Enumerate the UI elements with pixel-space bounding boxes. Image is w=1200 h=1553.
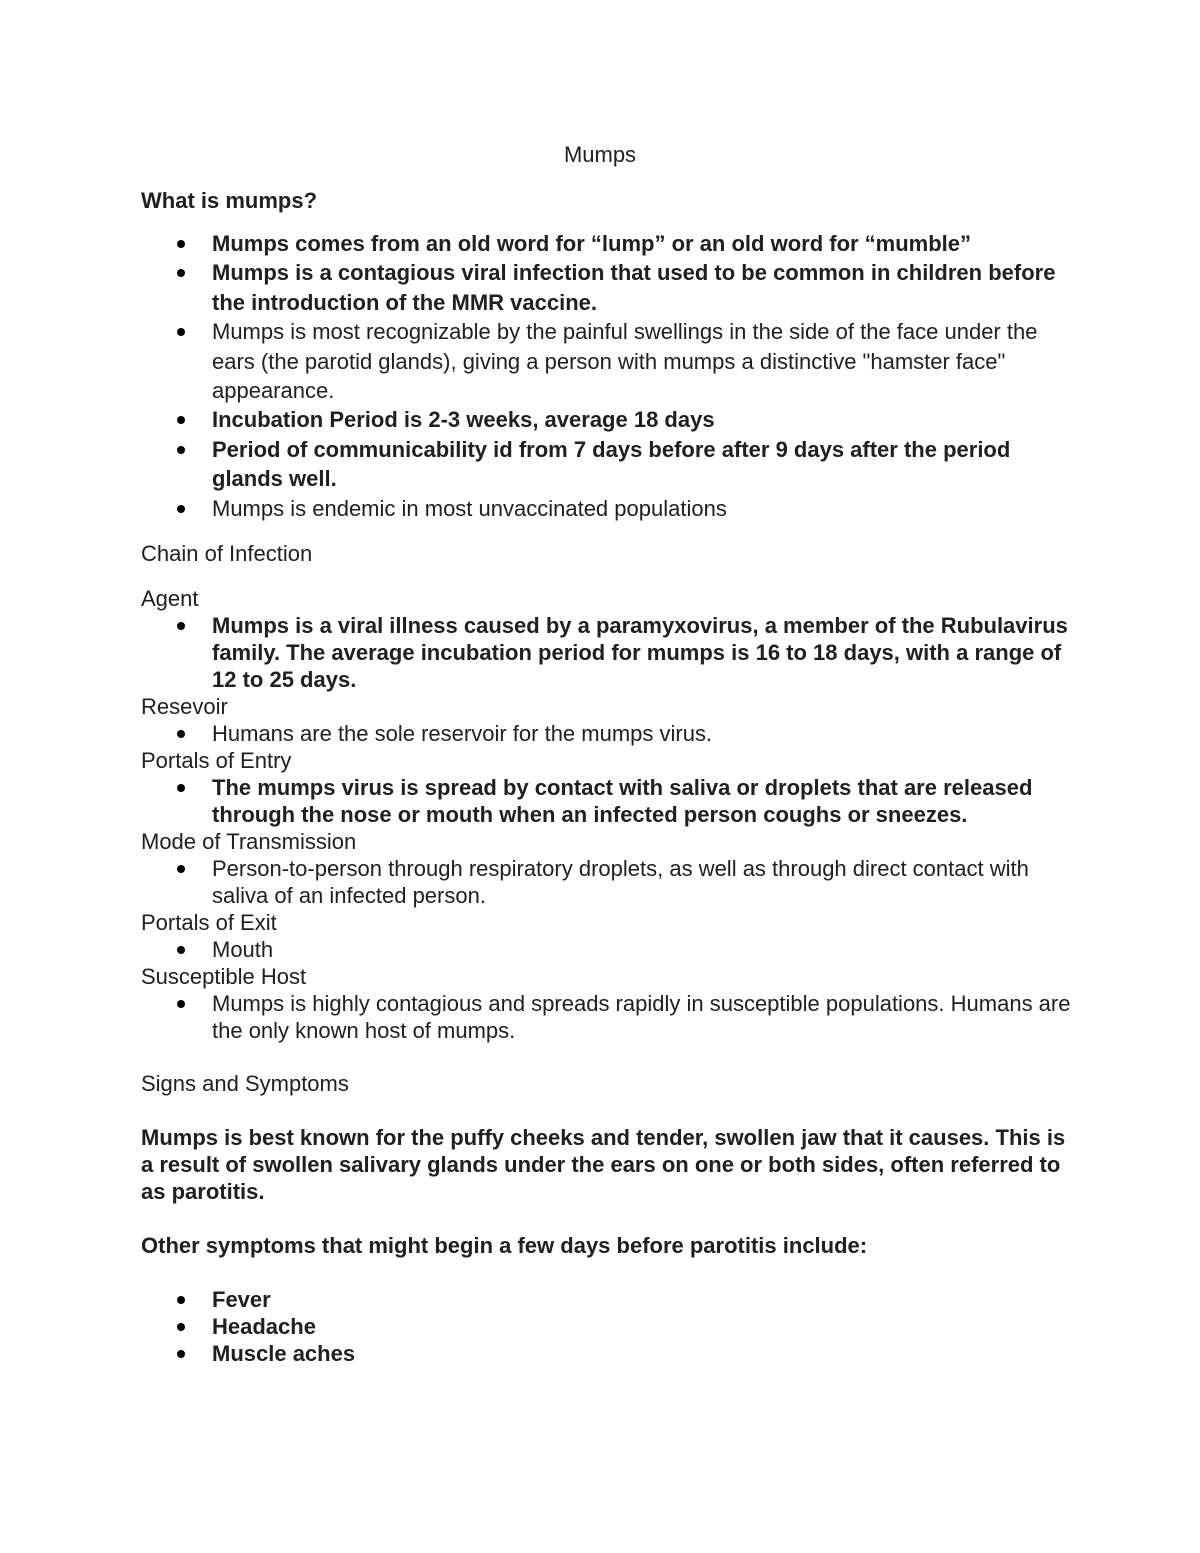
signs-paragraph-2: Other symptoms that might begin a few days before parotitis include: [141, 1233, 868, 1259]
list-item: Mumps is a viral illness caused by a paramyxovirus, a member of the Rubulavirus family. The average incubation period for mumps is 16 to 18 days, with a range of 12 to 25 days. [141, 612, 1071, 693]
list-item: Mumps is endemic in most unvaccinated populations [141, 494, 1071, 523]
chain-label-reservoir: Resevoir [141, 694, 228, 720]
mode-of-transmission-list [141, 855, 1071, 909]
section-heading-chain-of-infection: Chain of Infection [141, 541, 313, 567]
chain-label-agent: Agent [141, 586, 199, 612]
chain-label-portals-of-exit: Portals of Exit [141, 910, 277, 936]
list-item: Mumps is highly contagious and spreads rapidly in susceptible populations. Humans are the only known host of mumps. [141, 990, 1071, 1044]
signs-paragraph-1: Mumps is best known for the puffy cheeks and tender, swollen jaw that it causes. This is a result of swollen salivary glands under the ears on one or both sides, often referred to as parotitis. [141, 1125, 1066, 1205]
section-heading-what-is-mumps: What is mumps? [141, 188, 318, 213]
what-is-mumps-list [141, 229, 1071, 523]
list-item: Humans are the sole reservoir for the mumps virus. [141, 720, 1071, 747]
portals-of-exit-list [141, 936, 1071, 963]
list-item: Mumps is most recognizable by the painful swellings in the side of the face under the ears (the parotid glands), giving a person with mumps a distinctive "hamster face" appearance. [141, 317, 1071, 405]
list-item: Headache [141, 1313, 1071, 1340]
list-item: Incubation Period is 2-3 weeks, average 18 days [141, 405, 1071, 434]
list-item: Muscle aches [141, 1340, 1071, 1367]
document-title: Mumps [563, 142, 637, 167]
susceptible-host-list [141, 990, 1071, 1044]
list-item: Mumps is a contagious viral infection that used to be common in children before the introduction of the MMR vaccine. [141, 258, 1071, 317]
list-item: The mumps virus is spread by contact with saliva or droplets that are released through the nose or mouth when an infected person coughs or sneezes. [141, 774, 1071, 828]
agent-list [141, 612, 1071, 693]
list-item: Mouth [141, 936, 1071, 963]
portals-of-entry-list [141, 774, 1071, 828]
list-item: Mumps comes from an old word for “lump” or an old word for “mumble” [141, 229, 1071, 258]
reservoir-list [141, 720, 1071, 747]
list-item: Fever [141, 1286, 1071, 1313]
chain-label-mode-of-transmission: Mode of Transmission [141, 829, 357, 855]
list-item: Person-to-person through respiratory droplets, as well as through direct contact with saliva of an infected person. [141, 855, 1071, 909]
document-body [141, 186, 1071, 1367]
section-heading-signs-and-symptoms: Signs and Symptoms [141, 1071, 349, 1097]
chain-label-portals-of-entry: Portals of Entry [141, 748, 292, 774]
chain-label-susceptible-host: Susceptible Host [141, 964, 307, 990]
symptoms-list [141, 1286, 1071, 1367]
list-item: Period of communicability id from 7 days before after 9 days after the period glands well. [141, 435, 1071, 494]
